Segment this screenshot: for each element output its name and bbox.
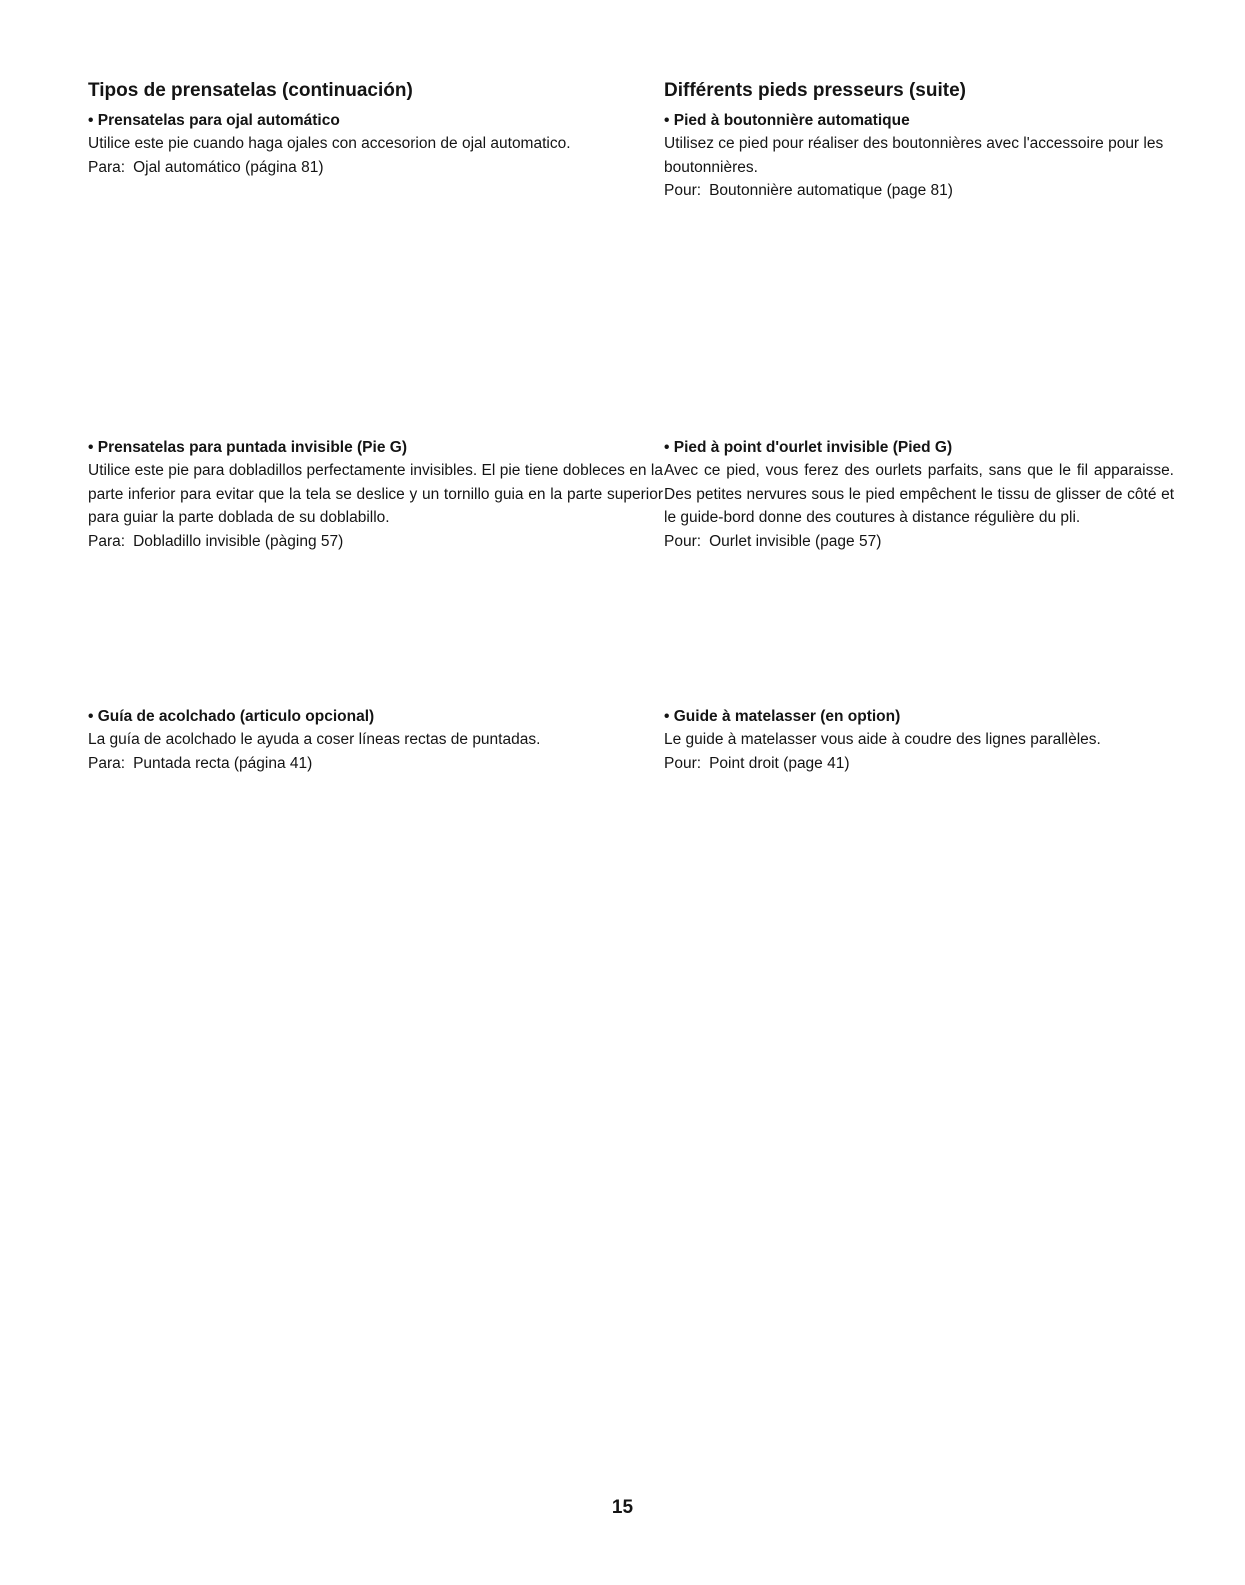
spanish-section-quilting-guide — [88, 706, 663, 775]
reference-text: Boutonnière automatique (page 81) — [709, 182, 953, 199]
section-body: La guía de acolchado le ayuda a coser líneas rectas de puntadas. — [88, 731, 541, 748]
reference-text: Ourlet invisible (page 57) — [709, 532, 882, 550]
spanish-section-blind-stitch — [88, 437, 663, 553]
reference-label: Pour: — [664, 532, 702, 550]
spanish-section-automatic-buttonhole — [88, 110, 663, 179]
section-reference — [88, 530, 663, 554]
french-title: Différents pieds presseurs (suite) — [664, 80, 966, 101]
reference-label: Para: — [88, 158, 126, 176]
reference-text: Ojal automático (página 81) — [133, 158, 324, 176]
section-body: Utilice este pie cuando haga ojales con accesorion de ojal automatico. — [88, 135, 571, 152]
reference-text: Point droit (page 41) — [709, 754, 850, 772]
reference-text: Puntada recta (página 41) — [133, 754, 313, 772]
french-section-quilting-guide — [664, 706, 1174, 775]
section-subtitle: • Prensatelas para puntada invisible (Pie G) — [88, 439, 407, 456]
reference-label: Pour: — [664, 182, 702, 199]
reference-label: Pour: — [664, 754, 702, 772]
section-reference — [664, 752, 1174, 776]
section-reference — [664, 179, 1174, 203]
section-subtitle: • Guía de acolchado (articulo opcional) — [88, 708, 375, 725]
section-subtitle: • Pied à boutonnière automatique — [664, 112, 910, 129]
reference-label: Para: — [88, 532, 126, 550]
reference-label: Para: — [88, 754, 126, 772]
spanish-title: Tipos de prensatelas (continuación) — [88, 80, 413, 101]
section-body: Utilisez ce pied pour réaliser des boutonnières avec l'accessoire pour les boutonnières. — [664, 135, 1164, 176]
section-body: Avec ce pied, vous ferez des ourlets parfaits, sans que le fil apparaisse. Des petites nervures sous le pied empêchent le tissu de glisser de côté et le guide-bord donne des coutures à distance régulière du pli. — [664, 462, 1174, 526]
section-reference — [664, 530, 1174, 554]
reference-text: Dobladillo invisible (pàging 57) — [133, 532, 344, 550]
section-subtitle: • Prensatelas para ojal automático — [88, 112, 340, 129]
section-subtitle: • Pied à point d'ourlet invisible (Pied G) — [664, 439, 953, 456]
section-body: Utilice este pie para dobladillos perfectamente invisibles. El pie tiene dobleces en la parte inferior para evitar que la tela se deslice y un tornillo guia en la parte superior para guiar la parte doblada de su doblabillo. — [88, 462, 663, 526]
page-number: 15 — [611, 1497, 634, 1518]
section-reference — [88, 752, 663, 776]
section-body: Le guide à matelasser vous aide à coudre des lignes parallèles. — [664, 731, 1101, 748]
section-reference — [88, 156, 663, 180]
french-section-automatic-buttonhole — [664, 110, 1174, 203]
french-section-blind-stitch — [664, 437, 1174, 553]
section-subtitle: • Guide à matelasser (en option) — [664, 708, 901, 725]
